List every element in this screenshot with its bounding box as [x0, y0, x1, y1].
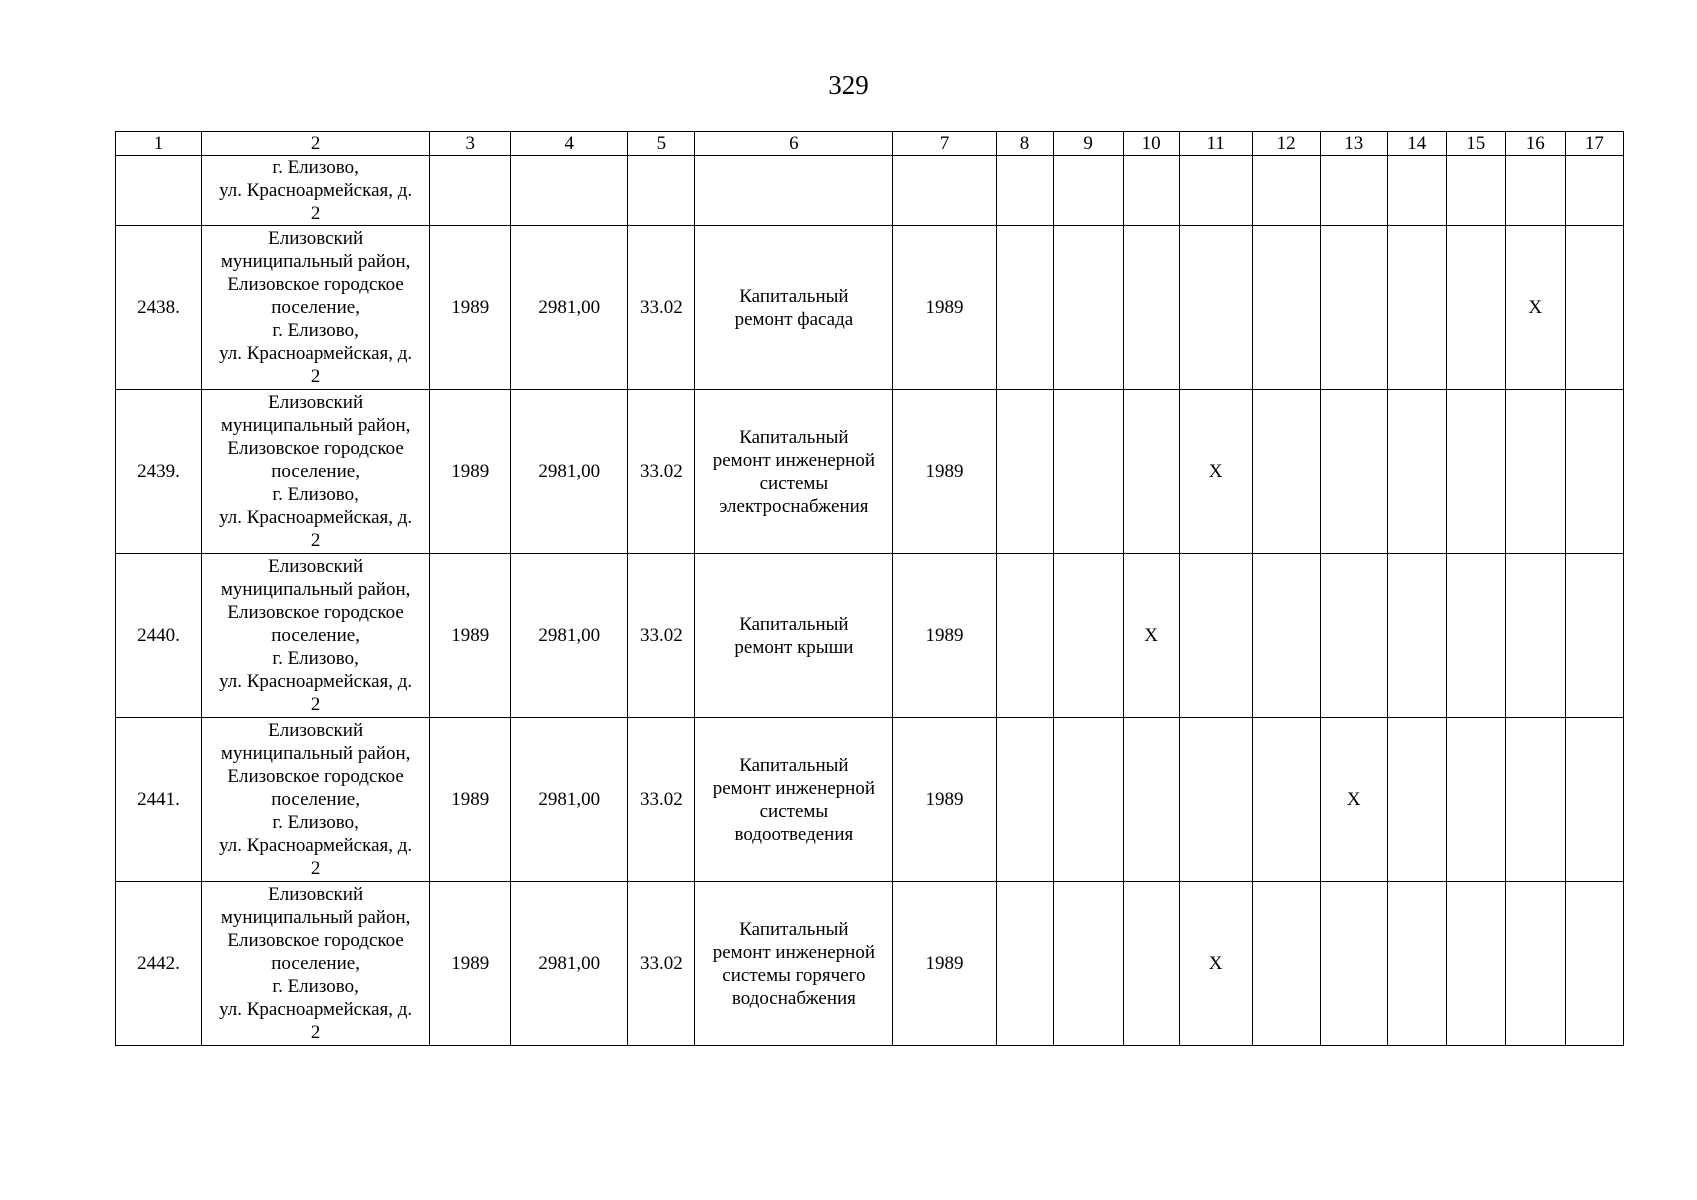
- mark-cell: X: [1179, 390, 1252, 554]
- mark-cell: [1387, 226, 1446, 390]
- address-line: поселение,: [271, 953, 360, 974]
- work-type-line: ремонт инженерной: [712, 777, 876, 799]
- record-number-cell: 2441.: [116, 718, 202, 882]
- address-line: поселение,: [271, 625, 360, 646]
- work-type-line: системы: [759, 472, 829, 494]
- mark-cell: X: [1505, 226, 1565, 390]
- mark-cell: [1179, 718, 1252, 882]
- mark-cell: [1505, 554, 1565, 718]
- column-number-cell: 5: [628, 132, 695, 156]
- record-number-cell: 2440.: [116, 554, 202, 718]
- address-line: ул. Красноармейская, д.: [219, 999, 413, 1020]
- mark-cell: [1252, 226, 1320, 390]
- address-line: 2: [310, 858, 321, 879]
- year-cell: 1989: [430, 390, 511, 554]
- column-number-cell: 4: [511, 132, 628, 156]
- mark-cell: [1123, 718, 1179, 882]
- year-cell: 1989: [430, 882, 511, 1046]
- work-type-line: ремонт фасада: [734, 308, 854, 330]
- code-cell: 33.02: [628, 390, 695, 554]
- work-type-line: водоотведения: [734, 823, 854, 845]
- work-type-cell: [695, 554, 893, 718]
- empty-cell: [1123, 156, 1179, 226]
- address-line: ул. Красноармейская, д.: [219, 507, 413, 528]
- address-line: муниципальный район,: [220, 743, 411, 764]
- mark-cell: [1505, 390, 1565, 554]
- work-type-line: ремонт инженерной: [712, 941, 876, 963]
- mark-cell: [1320, 390, 1387, 554]
- code-cell: 33.02: [628, 882, 695, 1046]
- work-type-line: Капитальный: [739, 285, 849, 307]
- address-line: Елизовский: [268, 556, 364, 577]
- mark-cell: [1387, 554, 1446, 718]
- mark-cell: X: [1123, 554, 1179, 718]
- mark-cell: [1565, 226, 1623, 390]
- year-cell: 1989: [893, 390, 996, 554]
- code-cell: 33.02: [628, 226, 695, 390]
- column-number-cell: 15: [1446, 132, 1505, 156]
- empty-cell: [430, 156, 511, 226]
- work-type-line: Капитальный: [739, 426, 849, 448]
- address-cell: [202, 156, 430, 226]
- work-type-cell: [695, 882, 893, 1046]
- column-number-cell: 7: [893, 132, 996, 156]
- mark-cell: [1320, 226, 1387, 390]
- address-line: Елизовский: [268, 884, 364, 905]
- table-body: [116, 132, 1624, 1046]
- mark-cell: X: [1179, 882, 1252, 1046]
- column-number-cell: 3: [430, 132, 511, 156]
- code-cell: 33.02: [628, 554, 695, 718]
- empty-cell: [1387, 156, 1446, 226]
- table-row: [116, 554, 1624, 718]
- empty-cell: [1053, 156, 1123, 226]
- year-cell: 1989: [893, 554, 996, 718]
- mark-cell: [1446, 554, 1505, 718]
- address-line: муниципальный район,: [220, 415, 411, 436]
- column-number-cell: 8: [996, 132, 1053, 156]
- continuation-row: [116, 156, 1624, 226]
- mark-cell: [1252, 718, 1320, 882]
- column-number-cell: 1: [116, 132, 202, 156]
- mark-cell: [1320, 554, 1387, 718]
- mark-cell: [1565, 390, 1623, 554]
- year-cell: 1989: [430, 554, 511, 718]
- mark-cell: [1387, 718, 1446, 882]
- mark-cell: [1387, 882, 1446, 1046]
- address-line: муниципальный район,: [220, 251, 411, 272]
- record-number-cell: 2438.: [116, 226, 202, 390]
- work-type-cell: [695, 226, 893, 390]
- address-line: Елизовский: [268, 228, 364, 249]
- address-line: 2: [310, 530, 321, 551]
- work-type-line: Капитальный: [739, 754, 849, 776]
- address-line: Елизовское городское: [227, 766, 404, 787]
- mark-cell: [1123, 390, 1179, 554]
- column-number-cell: 9: [1053, 132, 1123, 156]
- empty-cell: [996, 156, 1053, 226]
- mark-cell: [1252, 390, 1320, 554]
- address-line: 2: [310, 366, 321, 387]
- empty-cell: [511, 156, 628, 226]
- work-type-line: системы: [759, 800, 829, 822]
- address-line: 2: [310, 203, 321, 224]
- address-line: ул. Красноармейская, д.: [219, 180, 413, 201]
- mark-cell: [1179, 226, 1252, 390]
- table-row: [116, 226, 1624, 390]
- address-cell: [202, 718, 430, 882]
- number-cell: [116, 156, 202, 226]
- mark-cell: [1053, 226, 1123, 390]
- column-number-cell: 6: [695, 132, 893, 156]
- address-line: Елизовское городское: [227, 438, 404, 459]
- column-number-cell: 17: [1565, 132, 1623, 156]
- mark-cell: [1446, 882, 1505, 1046]
- mark-cell: [1053, 554, 1123, 718]
- address-cell: [202, 554, 430, 718]
- mark-cell: [1505, 718, 1565, 882]
- area-cell: 2981,00: [511, 390, 628, 554]
- mark-cell: [996, 226, 1053, 390]
- column-number-cell: 16: [1505, 132, 1565, 156]
- year-cell: 1989: [893, 226, 996, 390]
- table-row: [116, 882, 1624, 1046]
- empty-cell: [1320, 156, 1387, 226]
- work-type-line: водоснабжения: [731, 987, 856, 1009]
- address-cell: [202, 882, 430, 1046]
- address-line: ул. Красноармейская, д.: [219, 671, 413, 692]
- empty-cell: [893, 156, 996, 226]
- mark-cell: [1053, 718, 1123, 882]
- mark-cell: [1565, 882, 1623, 1046]
- work-type-line: электроснабжения: [719, 495, 869, 517]
- address-line: поселение,: [271, 461, 360, 482]
- address-line: г. Елизово,: [272, 812, 359, 833]
- address-line: г. Елизово,: [272, 976, 359, 997]
- area-cell: 2981,00: [511, 226, 628, 390]
- address-line: 2: [310, 694, 321, 715]
- record-number-cell: 2442.: [116, 882, 202, 1046]
- register-table: [115, 131, 1624, 1046]
- mark-cell: [1505, 882, 1565, 1046]
- mark-cell: [1446, 390, 1505, 554]
- page-number: 329: [828, 70, 869, 100]
- column-number-cell: 11: [1179, 132, 1252, 156]
- mark-cell: [996, 882, 1053, 1046]
- address-line: г. Елизово,: [272, 157, 359, 178]
- empty-cell: [1446, 156, 1505, 226]
- address-line: ул. Красноармейская, д.: [219, 343, 413, 364]
- area-cell: 2981,00: [511, 882, 628, 1046]
- address-line: Елизовское городское: [227, 274, 404, 295]
- code-cell: 33.02: [628, 718, 695, 882]
- address-line: поселение,: [271, 297, 360, 318]
- mark-cell: [1179, 554, 1252, 718]
- mark-cell: [1565, 554, 1623, 718]
- year-cell: 1989: [893, 882, 996, 1046]
- mark-cell: [1320, 882, 1387, 1046]
- address-line: Елизовское городское: [227, 930, 404, 951]
- column-number-cell: 2: [202, 132, 430, 156]
- work-type-line: системы горячего: [722, 964, 866, 986]
- mark-cell: X: [1320, 718, 1387, 882]
- mark-cell: [1446, 718, 1505, 882]
- address-line: Елизовское городское: [227, 602, 404, 623]
- area-cell: 2981,00: [511, 718, 628, 882]
- address-line: 2: [310, 1022, 321, 1043]
- address-line: ул. Красноармейская, д.: [219, 835, 413, 856]
- address-cell: [202, 390, 430, 554]
- address-line: поселение,: [271, 789, 360, 810]
- address-line: г. Елизово,: [272, 484, 359, 505]
- address-cell: [202, 226, 430, 390]
- mark-cell: [1053, 390, 1123, 554]
- column-number-cell: 12: [1252, 132, 1320, 156]
- mark-cell: [1252, 882, 1320, 1046]
- record-number-cell: 2439.: [116, 390, 202, 554]
- table-row: [116, 390, 1624, 554]
- area-cell: 2981,00: [511, 554, 628, 718]
- empty-cell: [1565, 156, 1623, 226]
- work-type-line: ремонт инженерной: [712, 449, 876, 471]
- address-line: муниципальный район,: [220, 907, 411, 928]
- year-cell: 1989: [430, 226, 511, 390]
- empty-cell: [1179, 156, 1252, 226]
- mark-cell: [1123, 226, 1179, 390]
- work-type-cell: [695, 718, 893, 882]
- column-number-cell: 13: [1320, 132, 1387, 156]
- address-line: г. Елизово,: [272, 320, 359, 341]
- mark-cell: [1053, 882, 1123, 1046]
- work-type-line: Капитальный: [739, 918, 849, 940]
- work-type-cell: [695, 390, 893, 554]
- mark-cell: [996, 390, 1053, 554]
- mark-cell: [1387, 390, 1446, 554]
- mark-cell: [1446, 226, 1505, 390]
- mark-cell: [1565, 718, 1623, 882]
- mark-cell: [1123, 882, 1179, 1046]
- year-cell: 1989: [893, 718, 996, 882]
- mark-cell: [1252, 554, 1320, 718]
- work-type-line: Капитальный: [739, 613, 849, 635]
- empty-cell: [695, 156, 893, 226]
- work-type-line: ремонт крыши: [734, 636, 854, 658]
- column-number-cell: 14: [1387, 132, 1446, 156]
- column-number-row: [116, 132, 1624, 156]
- mark-cell: [996, 718, 1053, 882]
- address-line: г. Елизово,: [272, 648, 359, 669]
- empty-cell: [628, 156, 695, 226]
- column-number-cell: 10: [1123, 132, 1179, 156]
- empty-cell: [1505, 156, 1565, 226]
- table-row: [116, 718, 1624, 882]
- mark-cell: [996, 554, 1053, 718]
- address-line: муниципальный район,: [220, 579, 411, 600]
- empty-cell: [1252, 156, 1320, 226]
- address-line: Елизовский: [268, 720, 364, 741]
- address-line: Елизовский: [268, 392, 364, 413]
- year-cell: 1989: [430, 718, 511, 882]
